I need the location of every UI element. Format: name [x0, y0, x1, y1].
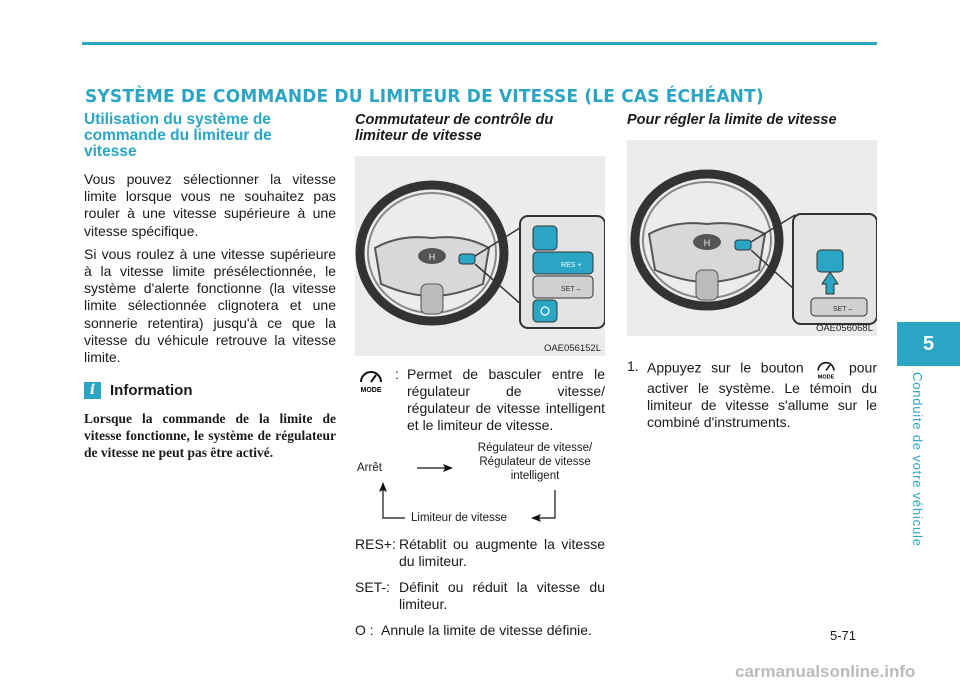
mode-definition: MODE : Permet de basculer entre le régulateur de vitesse/ régulateur de vitesse intelligent et le limiteur de vitesse. — [355, 366, 605, 434]
section-title-setting: Pour régler la limite de vitesse — [627, 112, 837, 128]
info-title: Information — [110, 382, 193, 400]
column-switch — [355, 112, 605, 639]
set-label-2: SET – — [833, 306, 853, 313]
mode-icon-text: MODE — [360, 387, 382, 394]
figure-code-1: OAE056152L — [543, 343, 601, 354]
res-label: RES + — [561, 262, 582, 269]
figure-code-2: OAE056068L — [815, 323, 873, 334]
flow-cruise-line2: Régulateur de vitesse — [479, 456, 591, 468]
info-body: Lorsque la commande de la limite de vitesse fonctionne, le système de régulateur de vitesse ne peut pas être activé. — [84, 411, 336, 461]
definition-cancel — [355, 622, 605, 639]
term-set: SET-: — [355, 579, 391, 595]
steering-wheel-illustration-2 — [627, 140, 877, 336]
mode-cycle-diagram — [355, 442, 605, 530]
chapter-number-tab: 5 — [897, 322, 960, 366]
flow-arrows — [355, 442, 605, 530]
watermark: carmanualsonline.info — [735, 662, 916, 681]
svg-text:H: H — [428, 252, 436, 262]
flow-cruise-line3: intelligent — [510, 470, 560, 482]
paragraph-1: Vous pouvez sélectionner la vitesse limite lorsque vous ne souhaitez pas rouler à une vitesse supérieure à une vitesse spécifique. — [84, 171, 336, 239]
page-number: 5-71 — [830, 628, 857, 643]
top-rule — [82, 42, 877, 45]
mode-description: Permet de basculer entre le régulateur de vitesse/ régulateur de vitesse intelligent et le limiteur de vitesse. — [407, 366, 605, 433]
step-text-before: Appuyez sur le bouton — [647, 359, 804, 376]
flow-cruise-line1: Régulateur de vitesse/ — [477, 442, 593, 454]
step-1-text — [647, 358, 877, 431]
term-res: RES+: — [355, 536, 396, 552]
section-title-switch: Commutateur de contrôle du limiteur de vitesse — [355, 112, 554, 144]
steering-wheel-illustration — [355, 156, 605, 356]
svg-text:H: H — [703, 238, 711, 248]
chapter-side-label: Conduite de votre véhicule — [910, 372, 925, 547]
step-number: 1. — [627, 358, 639, 374]
info-header — [84, 382, 336, 399]
definition-res — [355, 536, 605, 570]
mode-icon-inline-text: MODE — [818, 374, 835, 380]
column-setting — [627, 112, 877, 431]
section-title-usage: Utilisation du système de commande du limiteur de vitesse — [84, 111, 272, 160]
mode-icon — [355, 366, 395, 434]
definition-set — [355, 579, 605, 613]
desc-cancel: Annule la limite de vitesse définie. — [381, 622, 592, 638]
steering-wheel-figure-2 — [627, 140, 877, 336]
mode-icon-inline — [813, 358, 839, 380]
desc-set: Définit ou réduit la vitesse du limiteur. — [399, 579, 605, 612]
set-label: SET – — [561, 286, 581, 293]
info-icon: i — [84, 382, 101, 399]
column-usage — [84, 112, 336, 461]
step-text-after: pour activer le système. Le témoin du limiteur de vitesse s'allume sur le combiné d'instruments. — [647, 359, 878, 430]
flow-limiter: Limiteur de vitesse — [411, 512, 507, 524]
chapter-title: SYSTÈME DE COMMANDE DU LIMITEUR DE VITESSE (LE CAS ÉCHÉANT) — [85, 87, 764, 107]
term-cancel: O : — [355, 622, 374, 638]
paragraph-2: Si vous roulez à une vitesse supérieure à la vitesse limite présélectionnée, le système d'alerte fonctionne (la vitesse limite sélectionnée clignotera et une sonnerie retentira) jusqu'à ce que la vitesse du véhicule retrouve la vitesse limite. — [84, 245, 336, 366]
flow-stop: Arrêt — [357, 462, 382, 474]
steering-wheel-figure-1 — [355, 156, 605, 356]
desc-res: Rétablit ou augmente la vitesse du limiteur. — [399, 536, 605, 569]
step-1 — [627, 358, 877, 431]
